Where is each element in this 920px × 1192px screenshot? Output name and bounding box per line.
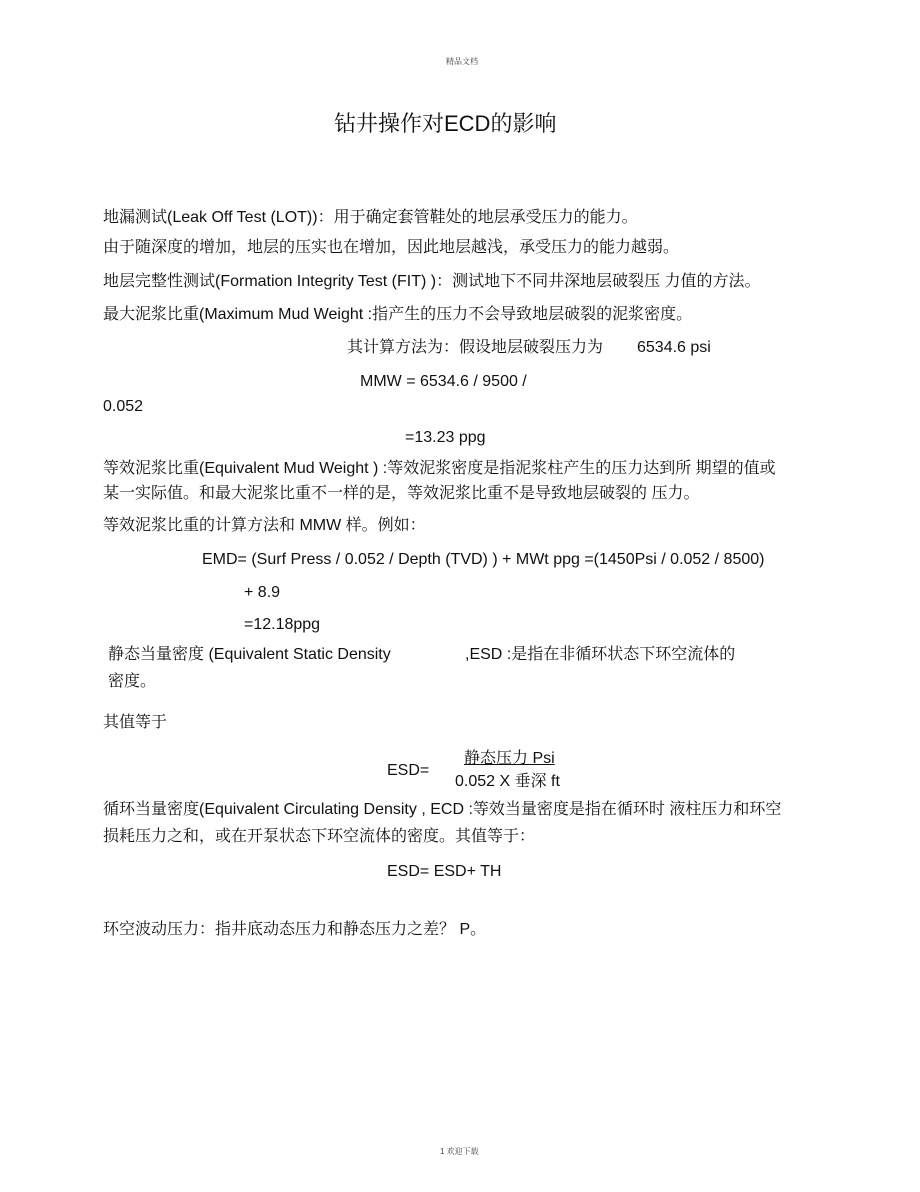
esd-definition-b: ,ESD :是指在非循环状态下环空流体的 [465, 646, 736, 663]
surge-pressure-definition: 环空波动压力：指井底动态压力和静态压力之差？ P。 [103, 921, 487, 938]
ecd-definition-line-2: 损耗压力之和，或在开泵状态下环空流体的密度。其值等于： [103, 828, 536, 845]
mmw-definition: 最大泥浆比重(Maximum Mud Weight :指产生的压力不会导致地层破裂的泥浆密度。 [103, 306, 693, 323]
emw-definition-line-1: 等效泥浆比重(Equivalent Mud Weight ) :等效泥浆密度是指泥浆柱产生的压力达到所 期望的值或 [103, 460, 776, 477]
esd-definition-a: 静态当量密度 (Equivalent Static Density [108, 646, 391, 663]
calc-intro: 其计算方法为：假设地层破裂压力为 [347, 339, 604, 356]
ecd-definition-line-1: 循环当量密度(Equivalent Circulating Density , ECD :等效当量密度是指在循环时 液柱压力和环空 [103, 801, 782, 818]
emw-calc-intro: 等效泥浆比重的计算方法和 MMW 样。例如： [103, 517, 426, 534]
page-header: 精品文档 [446, 57, 478, 66]
esd-formula-label: ESD= [387, 762, 430, 779]
emw-definition-line-2: 某一实际值。和最大泥浆比重不一样的是，等效泥浆比重不是导致地层破裂的 压力。 [103, 485, 700, 502]
emd-plus: + 8.9 [244, 584, 281, 601]
ecd-formula: ESD= ESD+ TH [387, 863, 502, 880]
esd-definition-c: 密度。 [108, 673, 157, 690]
mmw-formula-continuation: 0.052 [103, 398, 144, 415]
calc-value: 6534.6 psi [637, 339, 711, 356]
document-title: 钻井操作对ECD的影响 [334, 111, 557, 136]
esd-denominator: 0.052 X 垂深 ft [455, 773, 560, 790]
emd-formula: EMD= (Surf Press / 0.052 / Depth (TVD) ) + MWt ppg =(1450Psi / 0.052 / 8500) [202, 551, 765, 568]
esd-equals-intro: 其值等于 [103, 714, 168, 731]
page-footer: 1 欢迎下载 [440, 1147, 479, 1156]
esd-numerator: 静态压力 Psi [464, 750, 555, 767]
mmw-result: =13.23 ppg [405, 429, 486, 446]
fit-line: 地层完整性测试(Formation Integrity Test (FIT) )：测试地下不同井深地层破裂压 力值的方法。 [103, 273, 761, 290]
depth-line: 由于随深度的增加，地层的压实也在增加，因此地层越浅，承受压力的能力越弱。 [103, 239, 680, 256]
emd-result: =12.18ppg [244, 616, 321, 633]
mmw-formula: MMW = 6534.6 / 9500 / [360, 373, 527, 390]
lot-line: 地漏测试(Leak Off Test (LOT))：用于确定套管鞋处的地层承受压力的能力。 [103, 209, 638, 226]
